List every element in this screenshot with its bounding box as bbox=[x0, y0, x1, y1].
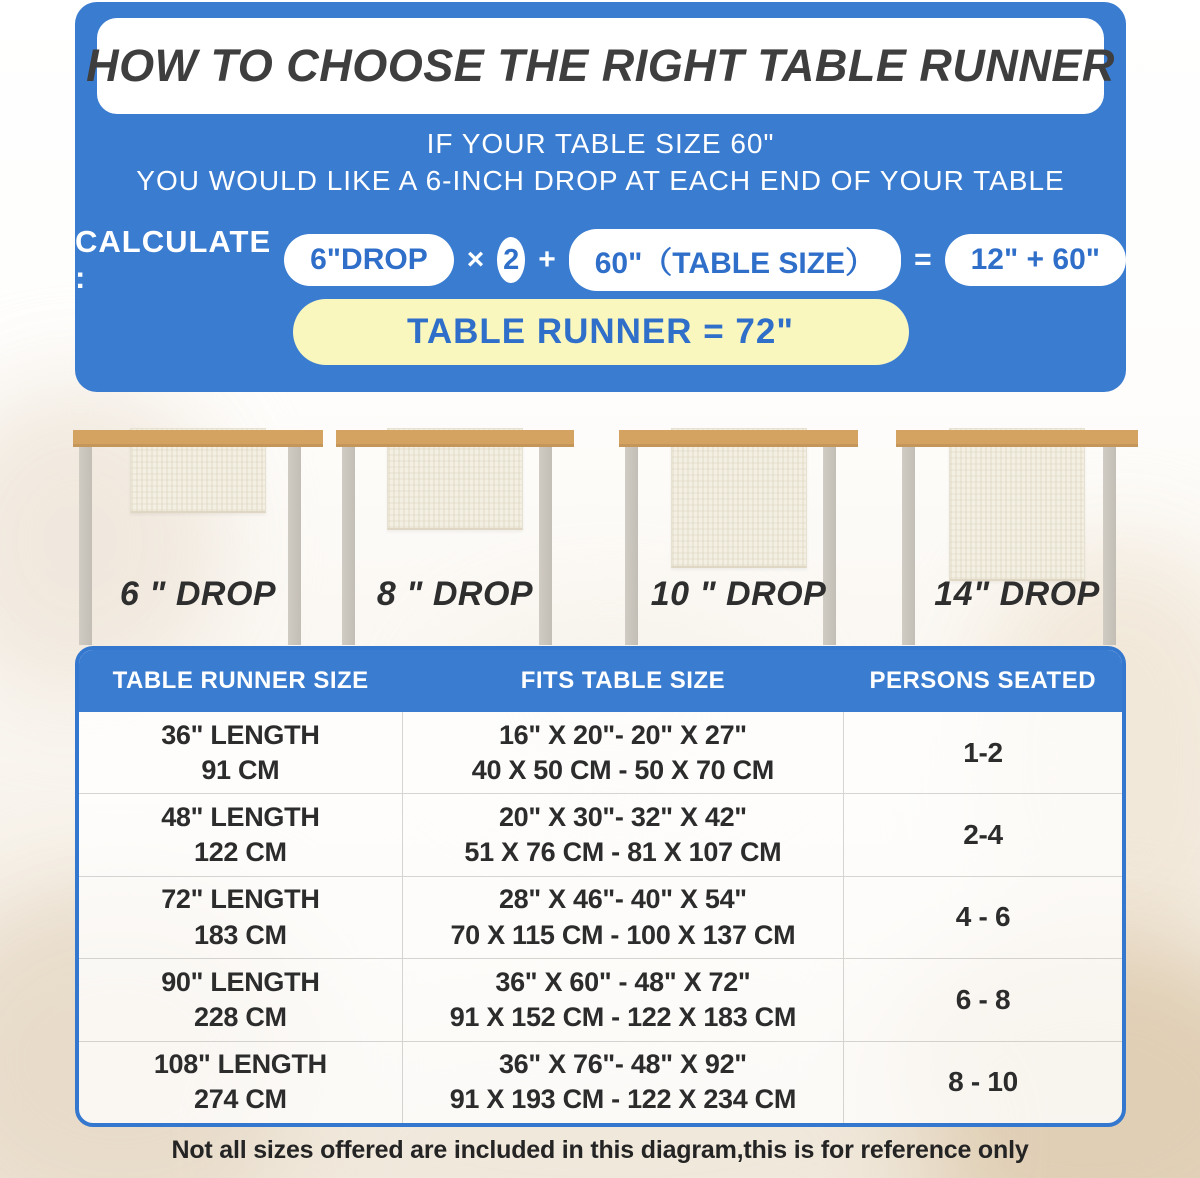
fits-table-inches: 36" X 60" - 48" X 72" bbox=[495, 966, 751, 997]
table-leg bbox=[823, 447, 836, 645]
tabletop-illustration bbox=[73, 430, 323, 447]
drop-example-8 bbox=[336, 428, 574, 663]
runner-size-inches: 72" LENGTH bbox=[161, 884, 320, 915]
column-header-fits-table: FITS TABLE SIZE bbox=[520, 667, 726, 694]
fits-table-cell bbox=[403, 1042, 844, 1123]
drop-label: 8 " DROP bbox=[376, 575, 534, 613]
multiply-operator: × bbox=[466, 243, 485, 276]
table-header-row bbox=[79, 650, 1122, 712]
column-header-runner-size: TABLE RUNNER SIZE bbox=[112, 667, 369, 694]
fits-table-cm: 51 X 76 CM - 81 X 107 CM bbox=[464, 837, 782, 868]
fits-table-inches: 16" X 20"- 20" X 27" bbox=[498, 719, 747, 750]
fits-table-cell bbox=[403, 794, 844, 875]
table-leg bbox=[1103, 447, 1116, 645]
runner-size-inches: 36" LENGTH bbox=[161, 719, 320, 750]
equals-operator: = bbox=[914, 243, 932, 276]
fits-table-cell bbox=[403, 959, 844, 1040]
table-size-pill: 60"（TABLE SIZE） bbox=[569, 229, 901, 291]
runner-size-cell bbox=[79, 794, 403, 875]
persons-seated-cell: 6 - 8 bbox=[955, 983, 1011, 1015]
drop-example-14 bbox=[896, 428, 1138, 663]
persons-seated-cell: 2-4 bbox=[963, 818, 1003, 850]
plus-operator: + bbox=[538, 243, 556, 276]
subtitle-line-1: IF YOUR TABLE SIZE 60" bbox=[426, 128, 775, 159]
runner-size-cell bbox=[79, 712, 403, 793]
table-row bbox=[79, 876, 1122, 958]
tabletop-illustration bbox=[336, 430, 574, 447]
page-title: HOW TO CHOOSE THE RIGHT TABLE RUNNER bbox=[86, 40, 1115, 91]
fits-table-inches: 36" X 76"- 48" X 92" bbox=[498, 1049, 747, 1080]
runner-size-cm: 183 CM bbox=[193, 919, 287, 950]
drop-pill: 6"DROP bbox=[284, 234, 454, 286]
table-leg bbox=[625, 447, 638, 645]
drop-label: 6 " DROP bbox=[119, 575, 277, 613]
runner-size-cm: 122 CM bbox=[193, 837, 287, 868]
fits-table-cm: 70 X 115 CM - 100 X 137 CM bbox=[450, 919, 796, 950]
table-row bbox=[79, 958, 1122, 1040]
table-row bbox=[79, 712, 1122, 793]
runner-size-inches: 108" LENGTH bbox=[153, 1049, 327, 1080]
title-box bbox=[86, 18, 1115, 114]
sum-pill: 12" + 60" bbox=[945, 234, 1126, 286]
drop-label: 14" DROP bbox=[934, 575, 1100, 613]
runner-size-inches: 48" LENGTH bbox=[161, 802, 320, 833]
fits-table-cell bbox=[403, 877, 844, 958]
runner-size-cell bbox=[79, 877, 403, 958]
persons-seated-cell: 4 - 6 bbox=[955, 901, 1011, 933]
header-banner bbox=[75, 2, 1126, 392]
disclaimer-note: Not all sizes offered are included in this diagram,this is for reference only bbox=[171, 1136, 1029, 1164]
drop-example-6 bbox=[73, 428, 323, 663]
runner-size-cell bbox=[79, 959, 403, 1040]
table-leg bbox=[79, 447, 92, 645]
runner-illustration bbox=[671, 428, 807, 568]
calculate-label: CALCULATE : bbox=[75, 224, 272, 295]
drop-label: 10 " DROP bbox=[650, 575, 827, 613]
fits-table-cell bbox=[403, 712, 844, 793]
runner-illustration bbox=[949, 428, 1085, 581]
subtitle-line-2: YOU WOULD LIKE A 6-INCH DROP AT EACH END OF YOUR TABLE bbox=[136, 165, 1065, 196]
runner-size-cm: 91 CM bbox=[201, 754, 280, 785]
runner-size-cm: 228 CM bbox=[193, 1001, 287, 1032]
persons-seated-cell: 8 - 10 bbox=[948, 1066, 1018, 1098]
table-leg bbox=[902, 447, 915, 645]
persons-seated-cell: 1-2 bbox=[963, 736, 1003, 768]
fits-table-cm: 91 X 193 CM - 122 X 234 CM bbox=[449, 1084, 797, 1115]
tabletop-illustration bbox=[896, 430, 1138, 447]
table-leg bbox=[342, 447, 355, 645]
fits-table-inches: 20" X 30"- 32" X 42" bbox=[498, 802, 747, 833]
fits-table-cm: 40 X 50 CM - 50 X 70 CM bbox=[471, 754, 774, 785]
column-header-persons: PERSONS SEATED bbox=[869, 667, 1097, 694]
fits-table-inches: 28" X 46"- 40" X 54" bbox=[498, 884, 747, 915]
calculation-row bbox=[75, 224, 1126, 295]
tabletop-illustration bbox=[619, 430, 858, 447]
table-row bbox=[79, 1041, 1122, 1123]
runner-size-cell bbox=[79, 1042, 403, 1123]
runner-size-cm: 274 CM bbox=[193, 1084, 287, 1115]
size-reference-table bbox=[75, 646, 1126, 1127]
table-body bbox=[79, 712, 1122, 1123]
table-leg bbox=[539, 447, 552, 645]
multiplier-circle: 2 bbox=[497, 237, 525, 283]
runner-size-inches: 90" LENGTH bbox=[161, 966, 320, 997]
table-leg bbox=[288, 447, 301, 645]
drop-example-10 bbox=[619, 428, 858, 663]
runner-total-pill: TABLE RUNNER = 72" bbox=[293, 299, 909, 365]
table-row bbox=[79, 793, 1122, 875]
fits-table-cm: 91 X 152 CM - 122 X 183 CM bbox=[449, 1001, 797, 1032]
